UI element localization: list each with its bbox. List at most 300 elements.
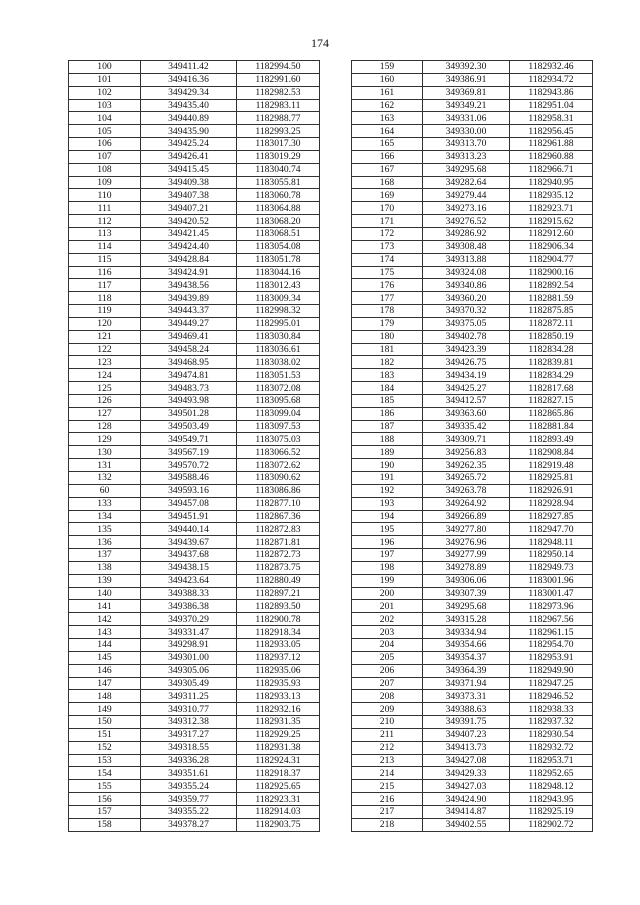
point-number-cell: 199 bbox=[352, 574, 423, 587]
point-number-cell: 118 bbox=[69, 292, 141, 305]
y-coordinate-cell: 1182903.75 bbox=[237, 818, 320, 831]
table-row bbox=[352, 459, 593, 472]
table-row bbox=[69, 382, 320, 395]
table-row bbox=[69, 330, 320, 343]
y-coordinate-cell: 1182881.59 bbox=[510, 292, 593, 305]
x-coordinate-cell: 349295.68 bbox=[423, 600, 510, 613]
x-coordinate-cell: 349503.49 bbox=[141, 420, 237, 433]
table-row bbox=[69, 741, 320, 754]
point-number-cell: 126 bbox=[69, 394, 141, 407]
x-coordinate-cell: 349438.15 bbox=[141, 561, 237, 574]
table-row bbox=[69, 703, 320, 716]
x-coordinate-cell: 349370.29 bbox=[141, 613, 237, 626]
point-number-cell: 144 bbox=[69, 638, 141, 651]
point-number-cell: 190 bbox=[352, 459, 423, 472]
point-number-cell: 127 bbox=[69, 407, 141, 420]
point-number-cell: 116 bbox=[69, 266, 141, 279]
point-number-cell: 101 bbox=[69, 73, 141, 86]
x-coordinate-cell: 349277.99 bbox=[423, 549, 510, 562]
point-number-cell: 117 bbox=[69, 279, 141, 292]
table-row bbox=[69, 638, 320, 651]
point-number-cell: 189 bbox=[352, 446, 423, 459]
y-coordinate-cell: 1183066.52 bbox=[237, 446, 320, 459]
y-coordinate-cell: 1183090.62 bbox=[237, 472, 320, 485]
y-coordinate-cell: 1183051.78 bbox=[237, 253, 320, 266]
x-coordinate-cell: 349424.90 bbox=[423, 793, 510, 806]
table-row bbox=[69, 767, 320, 780]
point-number-cell: 137 bbox=[69, 549, 141, 562]
y-coordinate-cell: 1182935.93 bbox=[237, 677, 320, 690]
y-coordinate-cell: 1183054.08 bbox=[237, 240, 320, 253]
point-number-cell: 181 bbox=[352, 343, 423, 356]
y-coordinate-cell: 1182966.71 bbox=[510, 163, 593, 176]
point-number-cell: 213 bbox=[352, 754, 423, 767]
point-number-cell: 113 bbox=[69, 227, 141, 240]
x-coordinate-cell: 349588.46 bbox=[141, 472, 237, 485]
table-row bbox=[352, 202, 593, 215]
x-coordinate-cell: 349440.14 bbox=[141, 523, 237, 536]
table-row bbox=[69, 369, 320, 382]
point-number-cell: 185 bbox=[352, 394, 423, 407]
point-number-cell: 132 bbox=[69, 472, 141, 485]
table-row bbox=[352, 677, 593, 690]
table-row bbox=[69, 86, 320, 99]
point-number-cell: 134 bbox=[69, 510, 141, 523]
point-number-cell: 202 bbox=[352, 613, 423, 626]
point-number-cell: 111 bbox=[69, 202, 141, 215]
y-coordinate-cell: 1182935.06 bbox=[237, 664, 320, 677]
table-row bbox=[352, 638, 593, 651]
x-coordinate-cell: 349349.21 bbox=[423, 99, 510, 112]
table-row bbox=[69, 163, 320, 176]
point-number-cell: 183 bbox=[352, 369, 423, 382]
y-coordinate-cell: 1182973.96 bbox=[510, 600, 593, 613]
x-coordinate-cell: 349435.40 bbox=[141, 99, 237, 112]
table-row bbox=[352, 767, 593, 780]
y-coordinate-cell: 1182998.32 bbox=[237, 305, 320, 318]
table-row bbox=[69, 253, 320, 266]
point-number-cell: 198 bbox=[352, 561, 423, 574]
x-coordinate-cell: 349458.24 bbox=[141, 343, 237, 356]
table-row bbox=[69, 150, 320, 163]
point-number-cell: 218 bbox=[352, 818, 423, 831]
table-row bbox=[352, 484, 593, 497]
x-coordinate-cell: 349425.27 bbox=[423, 382, 510, 395]
y-coordinate-cell: 1183086.86 bbox=[237, 484, 320, 497]
y-coordinate-cell: 1182933.13 bbox=[237, 690, 320, 703]
y-coordinate-cell: 1182924.31 bbox=[237, 754, 320, 767]
table-row bbox=[352, 99, 593, 112]
y-coordinate-cell: 1182932.16 bbox=[237, 703, 320, 716]
table-row bbox=[352, 330, 593, 343]
y-coordinate-cell: 1182906.34 bbox=[510, 240, 593, 253]
x-coordinate-cell: 349355.24 bbox=[141, 780, 237, 793]
coordinates-table-right bbox=[351, 60, 593, 832]
x-coordinate-cell: 349360.20 bbox=[423, 292, 510, 305]
x-coordinate-cell: 349421.45 bbox=[141, 227, 237, 240]
table-row bbox=[352, 690, 593, 703]
table-row bbox=[352, 587, 593, 600]
point-number-cell: 163 bbox=[352, 112, 423, 125]
x-coordinate-cell: 349312.38 bbox=[141, 716, 237, 729]
x-coordinate-cell: 349392.30 bbox=[423, 61, 510, 74]
table-row bbox=[69, 690, 320, 703]
point-number-cell: 207 bbox=[352, 677, 423, 690]
point-number-cell: 205 bbox=[352, 651, 423, 664]
y-coordinate-cell: 1183068.20 bbox=[237, 215, 320, 228]
x-coordinate-cell: 349309.71 bbox=[423, 433, 510, 446]
point-number-cell: 140 bbox=[69, 587, 141, 600]
y-coordinate-cell: 1182893.50 bbox=[237, 600, 320, 613]
x-coordinate-cell: 349336.28 bbox=[141, 754, 237, 767]
x-coordinate-cell: 349311.25 bbox=[141, 690, 237, 703]
table-row bbox=[69, 523, 320, 536]
x-coordinate-cell: 349340.86 bbox=[423, 279, 510, 292]
y-coordinate-cell: 1182915.62 bbox=[510, 215, 593, 228]
y-coordinate-cell: 1182958.31 bbox=[510, 112, 593, 125]
point-number-cell: 133 bbox=[69, 497, 141, 510]
y-coordinate-cell: 1182927.85 bbox=[510, 510, 593, 523]
y-coordinate-cell: 1182817.68 bbox=[510, 382, 593, 395]
x-coordinate-cell: 349386.91 bbox=[423, 73, 510, 86]
x-coordinate-cell: 349439.67 bbox=[141, 536, 237, 549]
table-row bbox=[352, 716, 593, 729]
point-number-cell: 100 bbox=[69, 61, 141, 74]
x-coordinate-cell: 349391.75 bbox=[423, 716, 510, 729]
y-coordinate-cell: 1182873.75 bbox=[237, 561, 320, 574]
table-row bbox=[69, 780, 320, 793]
point-number-cell: 139 bbox=[69, 574, 141, 587]
x-coordinate-cell: 349593.16 bbox=[141, 484, 237, 497]
table-row bbox=[69, 433, 320, 446]
table-row bbox=[352, 369, 593, 382]
table-row bbox=[352, 626, 593, 639]
table-row bbox=[69, 356, 320, 369]
point-number-cell: 217 bbox=[352, 805, 423, 818]
y-coordinate-cell: 1182893.49 bbox=[510, 433, 593, 446]
x-coordinate-cell: 349375.05 bbox=[423, 317, 510, 330]
point-number-cell: 176 bbox=[352, 279, 423, 292]
y-coordinate-cell: 1182850.19 bbox=[510, 330, 593, 343]
y-coordinate-cell: 1182961.88 bbox=[510, 138, 593, 151]
x-coordinate-cell: 349438.56 bbox=[141, 279, 237, 292]
page-number: 174 bbox=[311, 36, 329, 50]
y-coordinate-cell: 1182892.54 bbox=[510, 279, 593, 292]
y-coordinate-cell: 1182956.45 bbox=[510, 125, 593, 138]
x-coordinate-cell: 349439.89 bbox=[141, 292, 237, 305]
table-row bbox=[352, 805, 593, 818]
point-number-cell: 204 bbox=[352, 638, 423, 651]
y-coordinate-cell: 1182949.90 bbox=[510, 664, 593, 677]
table-row bbox=[69, 651, 320, 664]
y-coordinate-cell: 1182918.34 bbox=[237, 626, 320, 639]
x-coordinate-cell: 349371.94 bbox=[423, 677, 510, 690]
point-number-cell: 115 bbox=[69, 253, 141, 266]
x-coordinate-cell: 349427.03 bbox=[423, 780, 510, 793]
x-coordinate-cell: 349474.81 bbox=[141, 369, 237, 382]
y-coordinate-cell: 1182925.19 bbox=[510, 805, 593, 818]
y-coordinate-cell: 1182928.94 bbox=[510, 497, 593, 510]
y-coordinate-cell: 1182967.56 bbox=[510, 613, 593, 626]
y-coordinate-cell: 1182897.21 bbox=[237, 587, 320, 600]
point-number-cell: 172 bbox=[352, 227, 423, 240]
x-coordinate-cell: 349425.24 bbox=[141, 138, 237, 151]
y-coordinate-cell: 1182908.84 bbox=[510, 446, 593, 459]
table-row bbox=[352, 497, 593, 510]
table-row bbox=[69, 600, 320, 613]
point-number-cell: 102 bbox=[69, 86, 141, 99]
point-number-cell: 129 bbox=[69, 433, 141, 446]
point-number-cell: 146 bbox=[69, 664, 141, 677]
point-number-cell: 160 bbox=[352, 73, 423, 86]
point-number-cell: 197 bbox=[352, 549, 423, 562]
y-coordinate-cell: 1182947.25 bbox=[510, 677, 593, 690]
x-coordinate-cell: 349427.08 bbox=[423, 754, 510, 767]
table-row bbox=[352, 317, 593, 330]
table-row bbox=[352, 382, 593, 395]
y-coordinate-cell: 1182880.49 bbox=[237, 574, 320, 587]
point-number-cell: 143 bbox=[69, 626, 141, 639]
point-number-cell: 136 bbox=[69, 536, 141, 549]
y-coordinate-cell: 1183097.53 bbox=[237, 420, 320, 433]
table-row bbox=[352, 240, 593, 253]
table-row bbox=[352, 420, 593, 433]
point-number-cell: 128 bbox=[69, 420, 141, 433]
table-row bbox=[69, 99, 320, 112]
table-row bbox=[69, 805, 320, 818]
point-number-cell: 162 bbox=[352, 99, 423, 112]
x-coordinate-cell: 349273.16 bbox=[423, 202, 510, 215]
y-coordinate-cell: 1182930.54 bbox=[510, 728, 593, 741]
x-coordinate-cell: 349315.28 bbox=[423, 613, 510, 626]
table-row bbox=[352, 664, 593, 677]
x-coordinate-cell: 349278.89 bbox=[423, 561, 510, 574]
point-number-cell: 211 bbox=[352, 728, 423, 741]
x-coordinate-cell: 349420.52 bbox=[141, 215, 237, 228]
x-coordinate-cell: 349276.96 bbox=[423, 536, 510, 549]
table-row bbox=[69, 73, 320, 86]
point-number-cell: 141 bbox=[69, 600, 141, 613]
table-row bbox=[69, 317, 320, 330]
y-coordinate-cell: 1183095.68 bbox=[237, 394, 320, 407]
y-coordinate-cell: 1182952.65 bbox=[510, 767, 593, 780]
x-coordinate-cell: 349262.35 bbox=[423, 459, 510, 472]
x-coordinate-cell: 349437.68 bbox=[141, 549, 237, 562]
y-coordinate-cell: 1182904.77 bbox=[510, 253, 593, 266]
y-coordinate-cell: 1182940.95 bbox=[510, 176, 593, 189]
point-number-cell: 148 bbox=[69, 690, 141, 703]
table-row bbox=[69, 407, 320, 420]
y-coordinate-cell: 1182900.16 bbox=[510, 266, 593, 279]
y-coordinate-cell: 1183017.30 bbox=[237, 138, 320, 151]
y-coordinate-cell: 1182929.25 bbox=[237, 728, 320, 741]
point-number-cell: 130 bbox=[69, 446, 141, 459]
table-row bbox=[352, 73, 593, 86]
x-coordinate-cell: 349426.75 bbox=[423, 356, 510, 369]
x-coordinate-cell: 349493.98 bbox=[141, 394, 237, 407]
y-coordinate-cell: 1183072.08 bbox=[237, 382, 320, 395]
x-coordinate-cell: 349501.28 bbox=[141, 407, 237, 420]
point-number-cell: 184 bbox=[352, 382, 423, 395]
point-number-cell: 131 bbox=[69, 459, 141, 472]
point-number-cell: 105 bbox=[69, 125, 141, 138]
y-coordinate-cell: 1182834.28 bbox=[510, 343, 593, 356]
table-row bbox=[69, 138, 320, 151]
point-number-cell: 124 bbox=[69, 369, 141, 382]
y-coordinate-cell: 1183012.43 bbox=[237, 279, 320, 292]
table-row bbox=[352, 279, 593, 292]
point-number-cell: 153 bbox=[69, 754, 141, 767]
table-row bbox=[69, 716, 320, 729]
y-coordinate-cell: 1182914.03 bbox=[237, 805, 320, 818]
table-row bbox=[352, 574, 593, 587]
point-number-cell: 175 bbox=[352, 266, 423, 279]
x-coordinate-cell: 349313.23 bbox=[423, 150, 510, 163]
x-coordinate-cell: 349256.83 bbox=[423, 446, 510, 459]
y-coordinate-cell: 1182923.71 bbox=[510, 202, 593, 215]
y-coordinate-cell: 1182923.31 bbox=[237, 793, 320, 806]
y-coordinate-cell: 1183051.53 bbox=[237, 369, 320, 382]
table-row bbox=[352, 407, 593, 420]
table-row bbox=[352, 61, 593, 74]
x-coordinate-cell: 349424.40 bbox=[141, 240, 237, 253]
x-coordinate-cell: 349369.81 bbox=[423, 86, 510, 99]
table-row bbox=[69, 484, 320, 497]
y-coordinate-cell: 1182949.73 bbox=[510, 561, 593, 574]
x-coordinate-cell: 349263.78 bbox=[423, 484, 510, 497]
x-coordinate-cell: 349434.19 bbox=[423, 369, 510, 382]
y-coordinate-cell: 1182953.91 bbox=[510, 651, 593, 664]
point-number-cell: 122 bbox=[69, 343, 141, 356]
y-coordinate-cell: 1182871.81 bbox=[237, 536, 320, 549]
x-coordinate-cell: 349402.78 bbox=[423, 330, 510, 343]
table-row bbox=[352, 600, 593, 613]
x-coordinate-cell: 349570.72 bbox=[141, 459, 237, 472]
point-number-cell: 180 bbox=[352, 330, 423, 343]
table-row bbox=[352, 394, 593, 407]
point-number-cell: 215 bbox=[352, 780, 423, 793]
x-coordinate-cell: 349413.73 bbox=[423, 741, 510, 754]
x-coordinate-cell: 349388.63 bbox=[423, 703, 510, 716]
x-coordinate-cell: 349318.55 bbox=[141, 741, 237, 754]
table-row bbox=[69, 215, 320, 228]
y-coordinate-cell: 1182982.53 bbox=[237, 86, 320, 99]
point-number-cell: 193 bbox=[352, 497, 423, 510]
table-row bbox=[69, 202, 320, 215]
point-number-cell: 208 bbox=[352, 690, 423, 703]
point-number-cell: 210 bbox=[352, 716, 423, 729]
y-coordinate-cell: 1183001.96 bbox=[510, 574, 593, 587]
x-coordinate-cell: 349277.80 bbox=[423, 523, 510, 536]
table-row bbox=[69, 472, 320, 485]
point-number-cell: 195 bbox=[352, 523, 423, 536]
point-number-cell: 119 bbox=[69, 305, 141, 318]
point-number-cell: 142 bbox=[69, 613, 141, 626]
x-coordinate-cell: 349330.00 bbox=[423, 125, 510, 138]
table-row bbox=[69, 61, 320, 74]
table-row bbox=[352, 150, 593, 163]
y-coordinate-cell: 1182988.77 bbox=[237, 112, 320, 125]
point-number-cell: 177 bbox=[352, 292, 423, 305]
x-coordinate-cell: 349363.60 bbox=[423, 407, 510, 420]
x-coordinate-cell: 349424.91 bbox=[141, 266, 237, 279]
x-coordinate-cell: 349426.41 bbox=[141, 150, 237, 163]
x-coordinate-cell: 349409.38 bbox=[141, 176, 237, 189]
x-coordinate-cell: 349313.88 bbox=[423, 253, 510, 266]
y-coordinate-cell: 1182919.48 bbox=[510, 459, 593, 472]
x-coordinate-cell: 349295.68 bbox=[423, 163, 510, 176]
point-number-cell: 201 bbox=[352, 600, 423, 613]
point-number-cell: 120 bbox=[69, 317, 141, 330]
table-row bbox=[69, 561, 320, 574]
table-row bbox=[69, 574, 320, 587]
x-coordinate-cell: 349435.90 bbox=[141, 125, 237, 138]
table-row bbox=[352, 536, 593, 549]
y-coordinate-cell: 1183075.03 bbox=[237, 433, 320, 446]
table-row bbox=[352, 163, 593, 176]
point-number-cell: 158 bbox=[69, 818, 141, 831]
x-coordinate-cell: 349423.39 bbox=[423, 343, 510, 356]
x-coordinate-cell: 349305.49 bbox=[141, 677, 237, 690]
point-number-cell: 110 bbox=[69, 189, 141, 202]
x-coordinate-cell: 349415.45 bbox=[141, 163, 237, 176]
table-row bbox=[352, 472, 593, 485]
point-number-cell: 200 bbox=[352, 587, 423, 600]
x-coordinate-cell: 349313.70 bbox=[423, 138, 510, 151]
table-row bbox=[69, 587, 320, 600]
y-coordinate-cell: 1183099.04 bbox=[237, 407, 320, 420]
table-row bbox=[352, 305, 593, 318]
y-coordinate-cell: 1182937.32 bbox=[510, 716, 593, 729]
table-row bbox=[352, 86, 593, 99]
y-coordinate-cell: 1182943.86 bbox=[510, 86, 593, 99]
table-row bbox=[69, 677, 320, 690]
point-number-cell: 125 bbox=[69, 382, 141, 395]
table-row bbox=[69, 664, 320, 677]
y-coordinate-cell: 1182867.36 bbox=[237, 510, 320, 523]
point-number-cell: 138 bbox=[69, 561, 141, 574]
point-number-cell: 164 bbox=[352, 125, 423, 138]
table-row bbox=[69, 394, 320, 407]
y-coordinate-cell: 1182931.38 bbox=[237, 741, 320, 754]
point-number-cell: 192 bbox=[352, 484, 423, 497]
coordinates-table-left bbox=[68, 60, 320, 832]
y-coordinate-cell: 1182991.60 bbox=[237, 73, 320, 86]
table-row bbox=[352, 292, 593, 305]
x-coordinate-cell: 349407.21 bbox=[141, 202, 237, 215]
point-number-cell: 194 bbox=[352, 510, 423, 523]
point-number-cell: 170 bbox=[352, 202, 423, 215]
x-coordinate-cell: 349317.27 bbox=[141, 728, 237, 741]
point-number-cell: 145 bbox=[69, 651, 141, 664]
table-row bbox=[69, 279, 320, 292]
y-coordinate-cell: 1182951.04 bbox=[510, 99, 593, 112]
y-coordinate-cell: 1183068.51 bbox=[237, 227, 320, 240]
point-number-cell: 171 bbox=[352, 215, 423, 228]
x-coordinate-cell: 349310.77 bbox=[141, 703, 237, 716]
point-number-cell: 161 bbox=[352, 86, 423, 99]
x-coordinate-cell: 349386.38 bbox=[141, 600, 237, 613]
point-number-cell: 203 bbox=[352, 626, 423, 639]
x-coordinate-cell: 349265.72 bbox=[423, 472, 510, 485]
y-coordinate-cell: 1182900.78 bbox=[237, 613, 320, 626]
table-row bbox=[69, 343, 320, 356]
table-row bbox=[69, 497, 320, 510]
table-row bbox=[352, 754, 593, 767]
y-coordinate-cell: 1182872.73 bbox=[237, 549, 320, 562]
y-coordinate-cell: 1182931.35 bbox=[237, 716, 320, 729]
x-coordinate-cell: 349331.06 bbox=[423, 112, 510, 125]
